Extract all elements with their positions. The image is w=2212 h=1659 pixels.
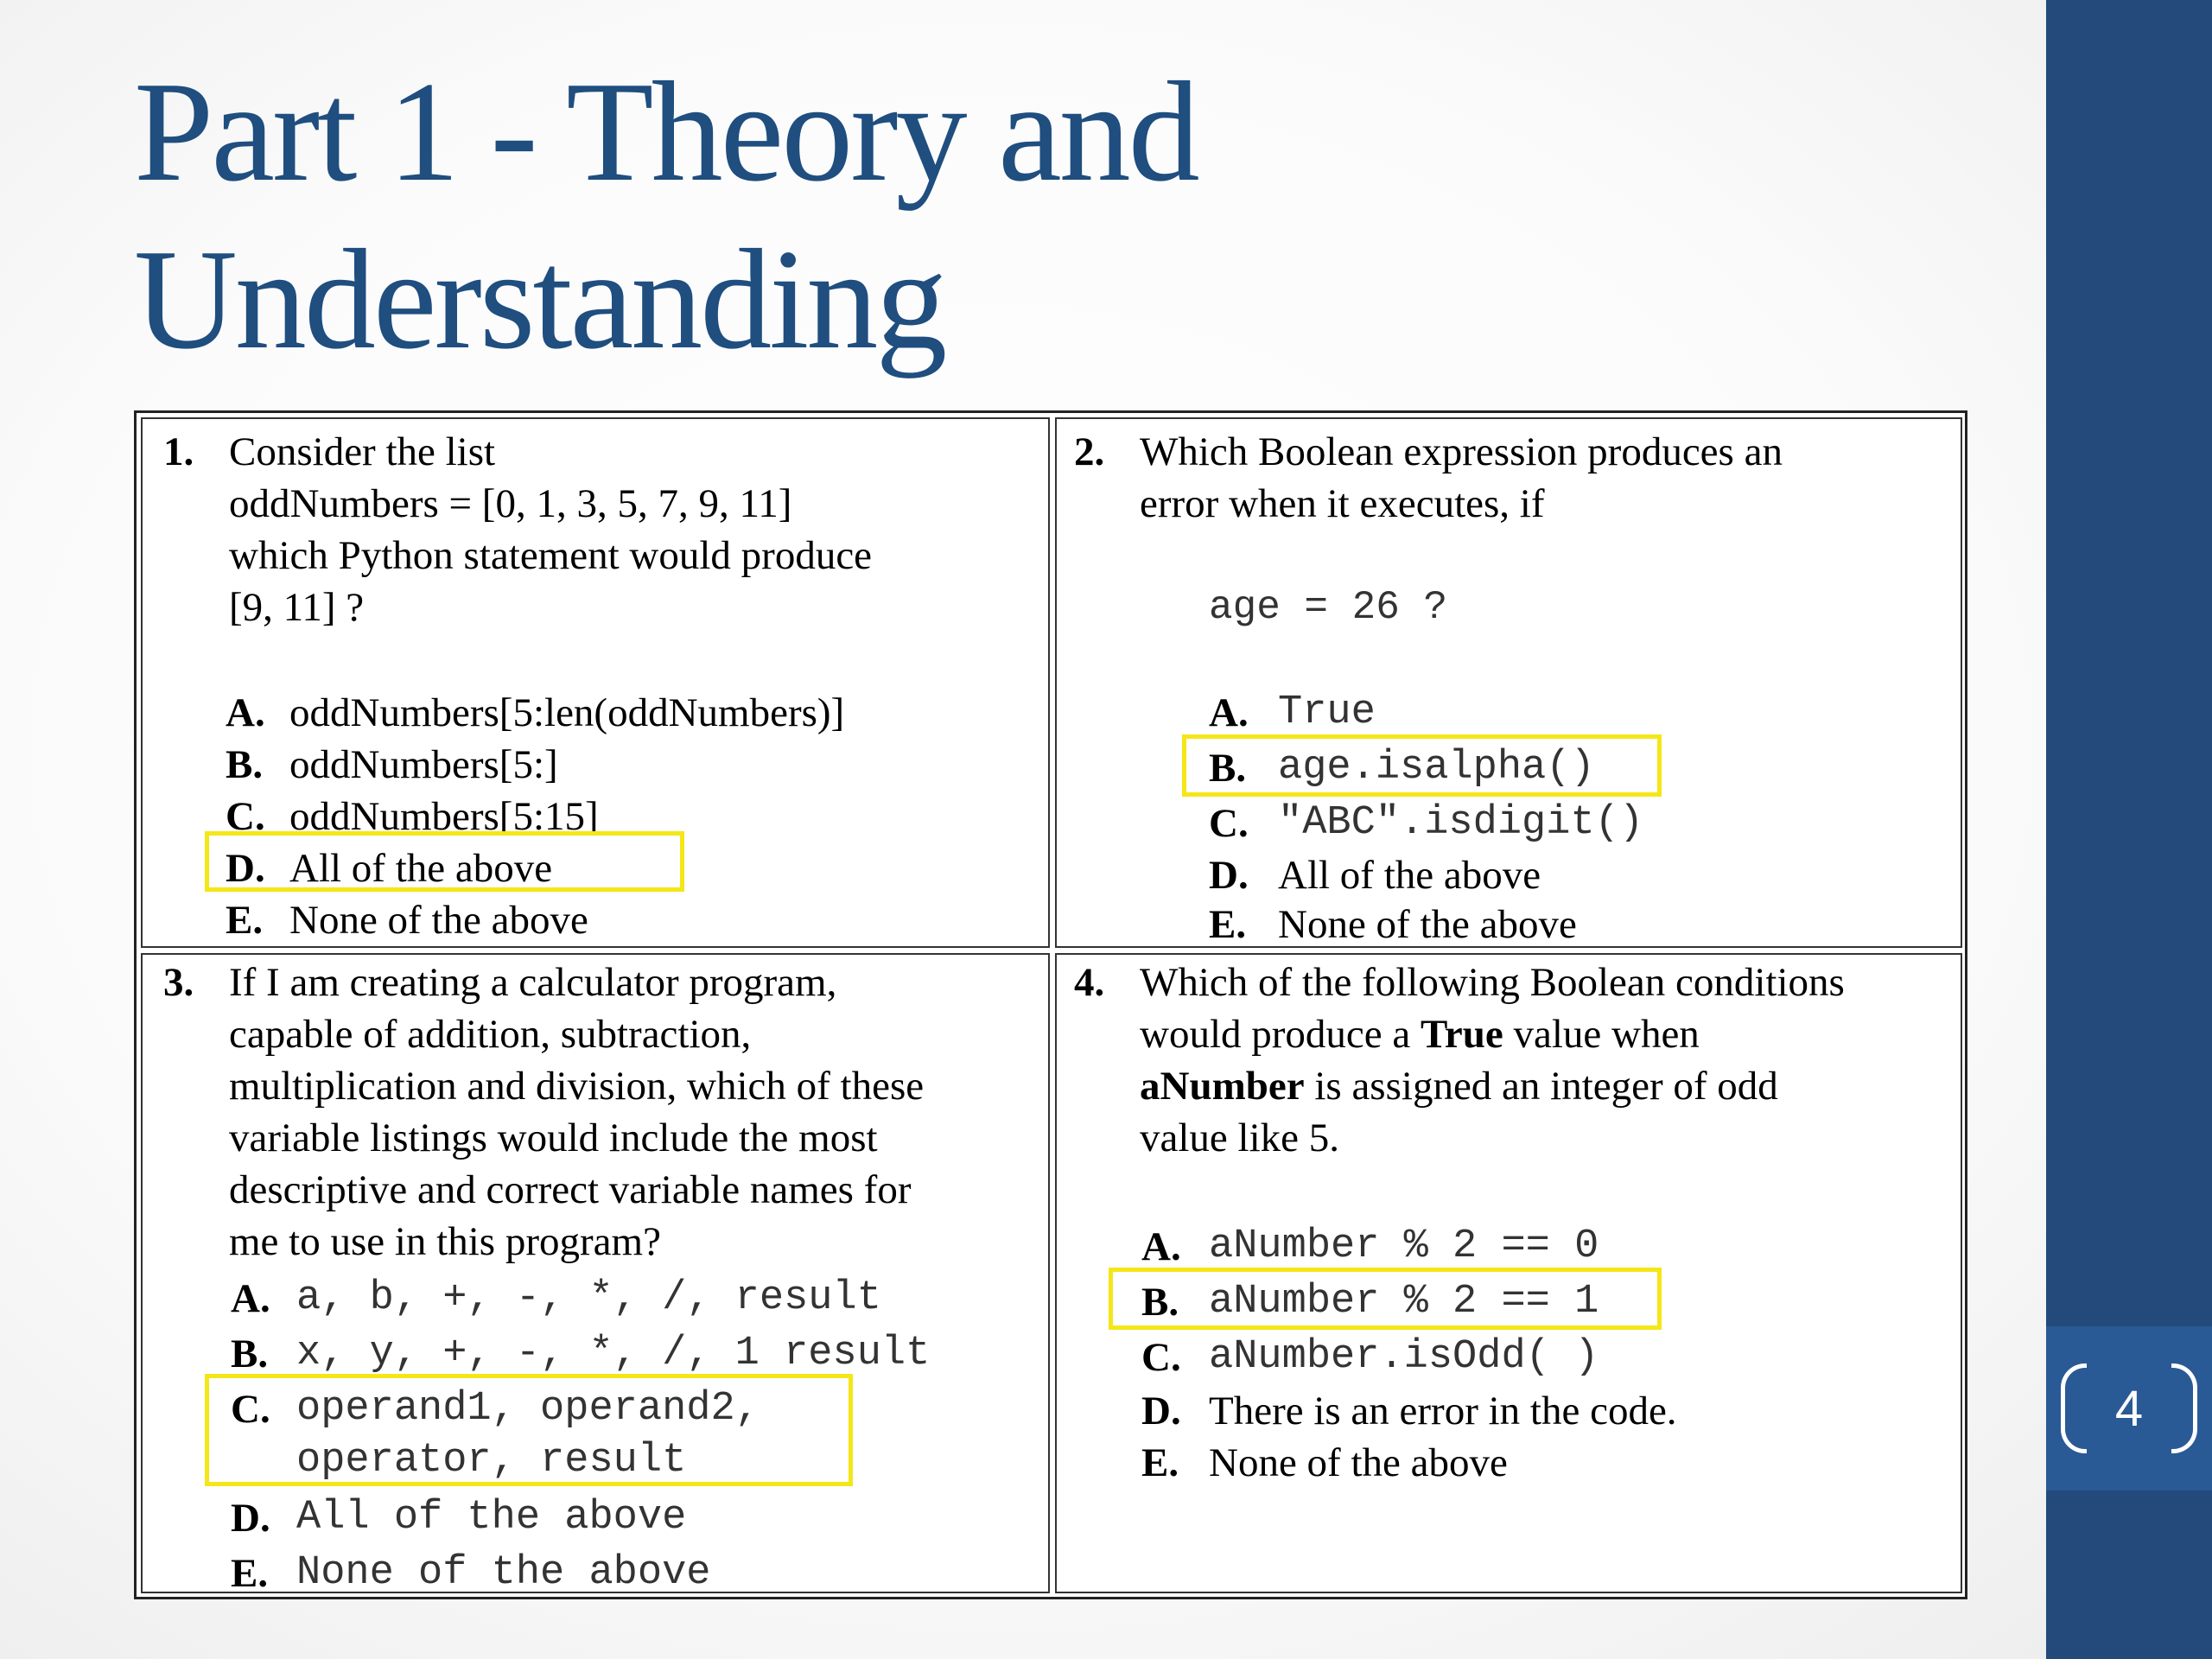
q4-answer-highlight	[1109, 1268, 1662, 1330]
question-3-number: 3.	[163, 960, 194, 1005]
q1-option-b-text: oddNumbers[5:]	[289, 742, 558, 787]
question-2-line-1: Which Boolean expression produces an	[1140, 429, 1783, 474]
q1-option-b-letter: B.	[226, 742, 264, 787]
page-number-bracket-left	[2061, 1363, 2087, 1453]
q3-answer-highlight	[205, 1374, 853, 1486]
question-3-line-5: descriptive and correct variable names for	[229, 1167, 912, 1212]
q1-option-c-text: oddNumbers[5:15]	[289, 794, 599, 839]
question-3-line-2: capable of addition, subtraction,	[229, 1012, 752, 1057]
question-3-line-6: me to use in this program?	[229, 1219, 661, 1264]
q3-option-a-text: a, b, +, -, *, /, result	[296, 1275, 881, 1321]
question-2-number: 2.	[1074, 429, 1105, 474]
q1-option-d-text: All of the above	[289, 846, 553, 891]
question-4-line-4: value like 5.	[1140, 1116, 1340, 1160]
q2-option-a-letter: A.	[1209, 690, 1249, 735]
q2-option-d-letter: D.	[1209, 853, 1249, 898]
question-1-line-2: oddNumbers = [0, 1, 3, 5, 7, 9, 11]	[229, 481, 792, 526]
question-4-line-2: would produce a True value when	[1140, 1012, 1700, 1057]
question-2-line-2: error when it executes, if	[1140, 481, 1545, 526]
question-3-cell	[141, 953, 1050, 1596]
slide-title: Part 1 - Theory and Understanding	[134, 52, 1198, 378]
q1-answer-highlight	[205, 831, 684, 892]
q4-option-e-letter: E.	[1141, 1440, 1179, 1485]
q2-answer-highlight	[1182, 734, 1662, 797]
q2-option-b-text: age.isalpha()	[1278, 745, 1595, 791]
q3-option-b-text: x, y, +, -, *, /, 1 result	[296, 1331, 931, 1376]
question-4-line-3: aNumber is assigned an integer of odd	[1140, 1064, 1778, 1109]
q2-option-a-text: True	[1278, 690, 1376, 735]
q3-option-b-letter: B.	[231, 1332, 269, 1376]
question-1-cell	[141, 417, 1050, 948]
q3-option-e-letter: E.	[231, 1551, 269, 1596]
question-1-line-3: which Python statement would produce	[229, 533, 873, 578]
question-4-cell	[1055, 953, 1962, 1593]
question-3-line-4: variable listings would include the most	[229, 1116, 878, 1160]
q1-option-a-letter: A.	[226, 690, 265, 735]
q3-option-c-text-line-2: operator, result	[296, 1438, 687, 1484]
q2-option-c-letter: C.	[1209, 801, 1249, 846]
q3-option-d-letter: D.	[231, 1496, 270, 1541]
q2-option-e-text: None of the above	[1278, 902, 1577, 947]
q2-option-c-text: "ABC".isdigit()	[1278, 800, 1644, 846]
q4-option-d-letter: D.	[1141, 1389, 1181, 1433]
q1-option-e-letter: E.	[226, 898, 264, 943]
quiz-table	[134, 410, 1967, 1599]
q4-option-c-letter: C.	[1141, 1335, 1181, 1380]
q4-option-b-letter: B.	[1141, 1280, 1179, 1325]
q4-option-b-text: aNumber % 2 == 1	[1209, 1279, 1599, 1325]
question-3-line-1: If I am creating a calculator program,	[229, 960, 837, 1005]
question-4-number: 4.	[1074, 960, 1105, 1005]
question-4-true-keyword: True	[1420, 1012, 1503, 1057]
q4-option-c-text: aNumber.isOdd( )	[1209, 1334, 1599, 1380]
q1-option-a-text: oddNumbers[5:len(oddNumbers)]	[289, 690, 845, 735]
q3-option-e-text: None of the above	[296, 1550, 711, 1596]
q4-option-d-text: There is an error in the code.	[1209, 1389, 1677, 1433]
page-number-bracket-right	[2171, 1363, 2197, 1453]
question-1-line-4: [9, 11] ?	[229, 585, 365, 630]
question-2-code: age = 26 ?	[1209, 585, 1448, 630]
q3-option-c-text: operand1, operand2,	[296, 1386, 760, 1432]
q1-option-e-text: None of the above	[289, 898, 588, 943]
q3-option-a-letter: A.	[231, 1276, 270, 1321]
q2-option-e-letter: E.	[1209, 902, 1247, 947]
page-number: 4	[2114, 1380, 2144, 1437]
q4-option-a-text: aNumber % 2 == 0	[1209, 1224, 1599, 1269]
question-4-line-1: Which of the following Boolean conditions	[1140, 960, 1845, 1005]
q4-option-e-text: None of the above	[1209, 1440, 1508, 1485]
question-3-line-3: multiplication and division, which of these	[229, 1064, 925, 1109]
question-1-line-1: Consider the list	[229, 429, 496, 474]
question-2-cell	[1055, 417, 1962, 948]
q3-option-c-letter: C.	[231, 1387, 270, 1432]
q3-option-d-text: All of the above	[296, 1495, 687, 1541]
q1-option-d-letter: D.	[226, 846, 265, 891]
question-1-number: 1.	[163, 429, 194, 474]
q2-option-b-letter: B.	[1209, 746, 1247, 791]
q1-option-c-letter: C.	[226, 794, 265, 839]
question-4-anumber-keyword: aNumber	[1140, 1064, 1305, 1109]
q2-option-d-text: All of the above	[1278, 853, 1541, 898]
q4-option-a-letter: A.	[1141, 1224, 1181, 1269]
